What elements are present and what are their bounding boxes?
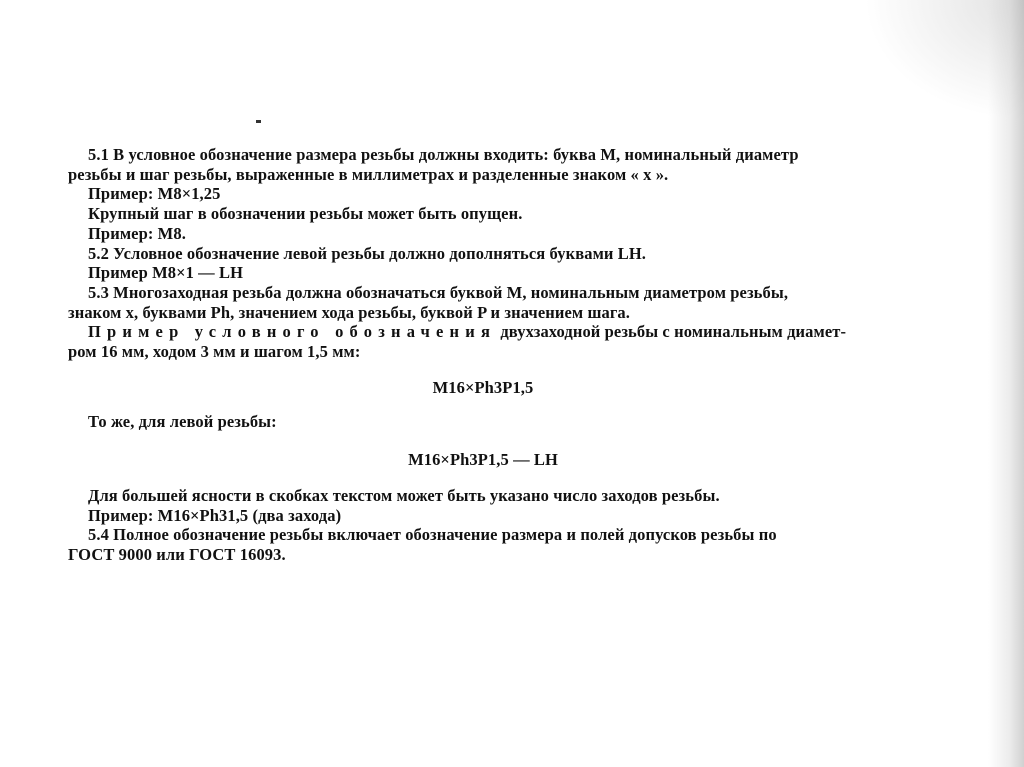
section-5-4-line-1: 5.4 Полное обозначение резьбы включает обозначение размера и полей допусков резьбы по — [88, 525, 777, 545]
clarity-note: Для большей ясности в скобках текстом может быть указано число заходов резьбы. — [88, 485, 720, 505]
left-thread-note: То же, для левой резьбы: — [88, 412, 277, 432]
formula-2: M16×Ph3P1,5 — LH — [408, 450, 558, 470]
section-5-1-line-1: 5.1 В условное обозначение размера резьбы должны входить: буква M, номинальный диаметр — [88, 145, 799, 164]
coarse-pitch-note: Крупный шаг в обозначении резьбы может быть опущен. — [88, 204, 523, 224]
example-5: Пример: M16×Ph31,5 (два захода) — [88, 505, 342, 525]
document-text — [68, 145, 948, 565]
formula-1: M16×Ph3P1,5 — [432, 377, 534, 397]
example-4-line-1 — [88, 322, 948, 342]
page-shadow-edge — [988, 0, 1024, 767]
example-4-line-2: ром 16 мм, ходом 3 мм и шагом 1,5 мм: — [68, 342, 361, 362]
section-5-2: 5.2 Условное обозначение левой резьбы должно дополняться буквами LH. — [88, 243, 647, 263]
section-5-1-line-2: резьбы и шаг резьбы, выраженные в миллиметрах и разделенные знаком « x ». — [68, 164, 669, 184]
example-1: Пример: M8×1,25 — [88, 184, 221, 204]
example-2: Пример: M8. — [88, 223, 186, 243]
example-3: Пример M8×1 — LH — [88, 263, 244, 283]
stray-mark — [256, 120, 261, 123]
example-4-spaced-lead: Пример условного обозначения — [88, 322, 497, 342]
section-5-4-line-2: ГОСТ 9000 или ГОСТ 16093. — [68, 544, 286, 564]
section-5-3-line-1: 5.3 Многозаходная резьба должна обозначаться буквой M, номинальным диаметром резьбы, — [88, 282, 789, 302]
section-5-3-line-2: знаком x, буквами Ph, значением хода резьбы, буквой P и значением шага. — [68, 302, 630, 322]
example-4-rest: двухзаходной резьбы с номинальным диамет- — [496, 322, 847, 342]
